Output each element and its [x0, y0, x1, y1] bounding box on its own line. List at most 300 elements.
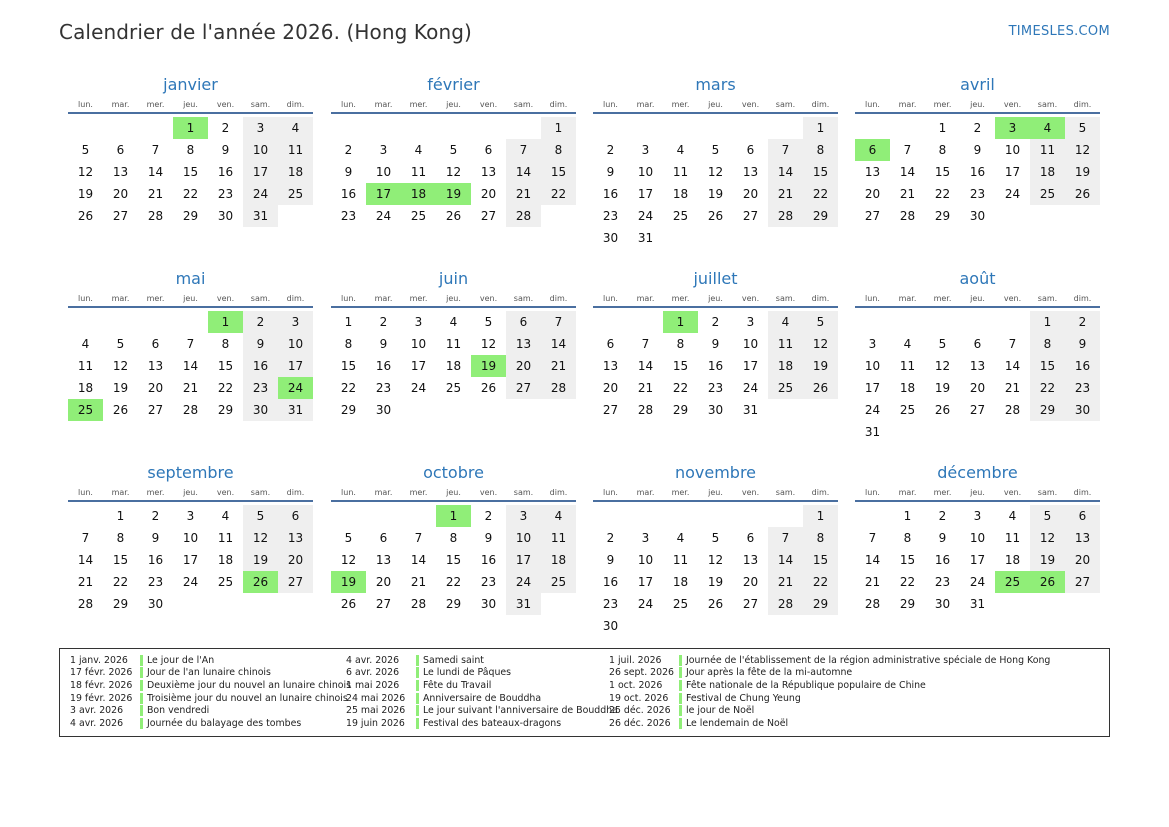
day-cell: 2	[151, 509, 160, 523]
day-cell: 24	[969, 575, 986, 589]
day-cell: 28	[1004, 403, 1021, 417]
day-cell: 22	[803, 183, 838, 205]
day-cell: 9	[711, 337, 720, 351]
day-cell: 20	[1065, 549, 1100, 571]
day-cell: 20	[602, 381, 619, 395]
holiday-day-cell: 6	[855, 139, 890, 161]
empty-cell	[173, 311, 208, 333]
weekday-label: lun.	[341, 294, 356, 303]
day-cell: 11	[77, 359, 94, 373]
day-cell: 26	[445, 209, 462, 223]
day-grid	[593, 117, 838, 249]
day-cell: 18	[672, 575, 689, 589]
day-cell: 1	[903, 509, 912, 523]
legend-marker	[140, 680, 143, 691]
day-cell: 26	[934, 403, 951, 417]
weekday-label: mar.	[898, 100, 917, 109]
legend-holiday-name: Bon vendredi	[147, 705, 210, 717]
legend-holiday-name: Journée de l'établissement de la région administrative spéciale de Hong Kong	[686, 654, 1051, 666]
day-cell: 3	[973, 509, 982, 523]
weekday-label: dim.	[1073, 294, 1092, 303]
legend-marker	[140, 667, 143, 678]
legend-holiday-name: Le lendemain de Noël	[686, 717, 789, 729]
day-cell: 14	[506, 161, 541, 183]
day-cell: 31	[243, 205, 278, 227]
weekday-label: mer.	[671, 294, 690, 303]
month-12	[855, 462, 1100, 615]
month-name: avril	[960, 75, 995, 94]
day-cell: 10	[278, 333, 313, 355]
legend-entry	[70, 704, 351, 717]
day-cell: 28	[506, 205, 541, 227]
weekday-label: mar.	[898, 488, 917, 497]
day-cell: 8	[221, 337, 230, 351]
day-cell: 13	[864, 165, 881, 179]
weekday-header	[68, 488, 313, 502]
day-cell: 30	[602, 619, 619, 633]
weekday-label: mer.	[409, 294, 428, 303]
day-cell: 21	[899, 187, 916, 201]
legend-marker	[140, 705, 143, 716]
day-cell: 15	[803, 549, 838, 571]
day-cell: 25	[672, 209, 689, 223]
day-cell: 13	[969, 359, 986, 373]
day-cell: 14	[637, 359, 654, 373]
legend-entry	[70, 692, 351, 705]
holiday-day-cell: 1	[208, 311, 243, 333]
day-cell: 3	[746, 315, 755, 329]
day-cell: 24	[375, 209, 392, 223]
day-cell: 10	[506, 527, 541, 549]
weekday-label: lun.	[78, 488, 93, 497]
day-cell: 15	[182, 165, 199, 179]
day-cell: 25	[445, 381, 462, 395]
day-grid	[593, 311, 838, 421]
day-cell: 17	[182, 553, 199, 567]
day-cell: 12	[340, 553, 357, 567]
weekday-label: mer.	[409, 100, 428, 109]
day-cell: 6	[116, 143, 125, 157]
weekday-label: ven.	[479, 294, 498, 303]
day-cell: 4	[676, 143, 685, 157]
day-cell: 19	[77, 187, 94, 201]
weekday-label: jeu.	[446, 294, 461, 303]
day-cell: 18	[77, 381, 94, 395]
weekday-label: sam.	[250, 100, 271, 109]
legend-marker	[140, 693, 143, 704]
empty-cell	[366, 117, 401, 139]
legend-marker	[416, 667, 419, 678]
weekday-label: sam.	[1037, 100, 1058, 109]
day-cell: 29	[1030, 399, 1065, 421]
day-cell: 3	[379, 143, 388, 157]
month-9	[68, 462, 313, 615]
day-cell: 8	[541, 139, 576, 161]
day-cell: 5	[1030, 505, 1065, 527]
weekday-label: lun.	[603, 294, 618, 303]
day-cell: 30	[480, 597, 497, 611]
empty-cell	[593, 117, 628, 139]
day-cell: 18	[278, 161, 313, 183]
holiday-day-cell: 1	[663, 311, 698, 333]
day-cell: 10	[410, 337, 427, 351]
day-cell: 24	[1004, 187, 1021, 201]
day-cell: 29	[934, 209, 951, 223]
weekday-label: mer.	[671, 488, 690, 497]
weekday-label: mar.	[636, 294, 655, 303]
legend-date: 1 oct. 2026	[609, 679, 663, 691]
day-cell: 11	[445, 337, 462, 351]
weekday-label: sam.	[513, 488, 534, 497]
day-cell: 17	[637, 575, 654, 589]
month-name: septembre	[147, 463, 234, 482]
day-cell: 4	[903, 337, 912, 351]
day-cell: 3	[278, 311, 313, 333]
day-cell: 7	[768, 139, 803, 161]
day-cell: 4	[278, 117, 313, 139]
day-cell: 27	[506, 377, 541, 399]
day-cell: 8	[344, 337, 353, 351]
day-cell: 5	[711, 143, 720, 157]
legend-marker	[140, 655, 143, 666]
weekday-label: ven.	[216, 294, 235, 303]
day-cell: 17	[506, 549, 541, 571]
day-cell: 12	[707, 553, 724, 567]
day-cell: 22	[803, 571, 838, 593]
day-cell: 1	[116, 509, 125, 523]
weekday-label: sam.	[513, 100, 534, 109]
day-cell: 21	[864, 575, 881, 589]
day-cell: 29	[340, 403, 357, 417]
day-cell: 31	[742, 403, 759, 417]
day-cell: 26	[480, 381, 497, 395]
legend-marker	[679, 718, 682, 729]
weekday-label: mar.	[374, 100, 393, 109]
day-cell: 23	[243, 377, 278, 399]
empty-cell	[925, 311, 960, 333]
day-cell: 25	[1030, 183, 1065, 205]
month-4	[855, 74, 1100, 227]
weekday-header	[68, 294, 313, 308]
legend-entry	[346, 667, 618, 680]
day-cell: 3	[868, 337, 877, 351]
day-cell: 24	[243, 183, 278, 205]
day-cell: 16	[602, 187, 619, 201]
day-cell: 19	[707, 575, 724, 589]
legend-entry	[346, 717, 618, 730]
legend-entry	[609, 692, 1050, 705]
empty-cell	[366, 505, 401, 527]
weekday-label: dim.	[811, 488, 830, 497]
weekday-label: dim.	[811, 294, 830, 303]
day-cell: 14	[1004, 359, 1021, 373]
empty-cell	[138, 117, 173, 139]
weekday-label: lun.	[865, 100, 880, 109]
day-cell: 11	[672, 165, 689, 179]
weekday-label: ven.	[741, 294, 760, 303]
brand-link[interactable]: TIMESLES.COM	[1008, 24, 1110, 39]
holiday-day-cell: 18	[401, 183, 436, 205]
day-cell: 28	[147, 209, 164, 223]
weekday-label: dim.	[549, 488, 568, 497]
day-cell: 30	[707, 403, 724, 417]
legend-date: 18 févr. 2026	[70, 679, 133, 691]
day-cell: 17	[969, 553, 986, 567]
day-cell: 18	[1004, 553, 1021, 567]
day-cell: 10	[375, 165, 392, 179]
day-cell: 8	[1030, 333, 1065, 355]
day-cell: 17	[742, 359, 759, 373]
legend-holiday-name: Festival de Chung Yeung	[686, 692, 801, 704]
day-cell: 11	[278, 139, 313, 161]
day-cell: 1	[803, 117, 838, 139]
day-cell: 26	[112, 403, 129, 417]
day-cell: 20	[742, 187, 759, 201]
day-cell: 16	[243, 355, 278, 377]
legend-marker	[416, 655, 419, 666]
legend-date: 19 févr. 2026	[70, 692, 133, 704]
day-cell: 23	[934, 575, 951, 589]
day-cell: 9	[379, 337, 388, 351]
month-name: décembre	[937, 463, 1018, 482]
weekday-label: dim.	[286, 488, 305, 497]
day-cell: 11	[768, 333, 803, 355]
day-cell: 27	[969, 403, 986, 417]
legend-holiday-name: Troisième jour du nouvel an lunaire chinois	[147, 692, 348, 704]
day-cell: 8	[449, 531, 458, 545]
weekday-label: ven.	[479, 100, 498, 109]
weekday-label: jeu.	[708, 294, 723, 303]
weekday-label: lun.	[78, 294, 93, 303]
day-cell: 9	[221, 143, 230, 157]
empty-cell	[593, 505, 628, 527]
day-grid	[68, 117, 313, 227]
day-cell: 25	[768, 377, 803, 399]
weekday-label: mer.	[671, 100, 690, 109]
day-cell: 2	[484, 509, 493, 523]
day-cell: 24	[182, 575, 199, 589]
day-cell: 16	[602, 575, 619, 589]
day-cell: 7	[641, 337, 650, 351]
day-cell: 16	[375, 359, 392, 373]
empty-cell	[401, 117, 436, 139]
day-cell: 28	[410, 597, 427, 611]
day-cell: 20	[278, 549, 313, 571]
day-cell: 7	[903, 143, 912, 157]
empty-cell	[768, 505, 803, 527]
day-cell: 1	[541, 117, 576, 139]
weekday-label: dim.	[286, 100, 305, 109]
month-1	[68, 74, 313, 227]
weekday-label: lun.	[865, 294, 880, 303]
weekday-label: ven.	[216, 100, 235, 109]
day-cell: 4	[81, 337, 90, 351]
day-cell: 16	[217, 165, 234, 179]
day-cell: 16	[969, 165, 986, 179]
empty-cell	[471, 117, 506, 139]
weekday-label: mer.	[933, 100, 952, 109]
day-cell: 1	[938, 121, 947, 135]
day-cell: 6	[973, 337, 982, 351]
day-cell: 12	[243, 527, 278, 549]
day-cell: 15	[672, 359, 689, 373]
legend-marker	[416, 705, 419, 716]
legend-entry	[346, 704, 618, 717]
month-name: mars	[695, 75, 736, 94]
day-cell: 14	[541, 333, 576, 355]
weekday-label: mer.	[933, 294, 952, 303]
legend-date: 19 juin 2026	[346, 717, 405, 729]
day-cell: 2	[711, 315, 720, 329]
day-cell: 9	[243, 333, 278, 355]
holiday-day-cell: 26	[1030, 571, 1065, 593]
day-grid	[68, 311, 313, 421]
day-cell: 22	[340, 381, 357, 395]
day-cell: 16	[934, 553, 951, 567]
day-cell: 31	[969, 597, 986, 611]
day-cell: 15	[445, 553, 462, 567]
legend-holiday-name: Jour après la fête de la mi-automne	[686, 667, 853, 679]
day-cell: 22	[112, 575, 129, 589]
empty-cell	[436, 117, 471, 139]
day-cell: 7	[186, 337, 195, 351]
day-cell: 21	[1004, 381, 1021, 395]
day-cell: 18	[672, 187, 689, 201]
day-cell: 30	[147, 597, 164, 611]
legend-holiday-name: Deuxième jour du nouvel an lunaire chinois	[147, 679, 352, 691]
day-cell: 25	[217, 575, 234, 589]
day-cell: 24	[742, 381, 759, 395]
holiday-day-cell: 19	[331, 571, 366, 593]
day-cell: 30	[602, 231, 619, 245]
day-cell: 8	[676, 337, 685, 351]
day-cell: 5	[711, 531, 720, 545]
weekday-label: sam.	[1037, 294, 1058, 303]
empty-cell	[593, 311, 628, 333]
holiday-day-cell: 1	[436, 505, 471, 527]
day-cell: 5	[344, 531, 353, 545]
day-cell: 17	[864, 381, 881, 395]
weekday-label: sam.	[775, 488, 796, 497]
day-cell: 13	[1065, 527, 1100, 549]
day-cell: 22	[445, 575, 462, 589]
day-cell: 3	[641, 143, 650, 157]
day-cell: 6	[746, 531, 755, 545]
legend-date: 17 févr. 2026	[70, 667, 133, 679]
legend-entry	[609, 654, 1050, 667]
legend-holiday-name: Le lundi de Pâques	[423, 667, 512, 679]
month-name: janvier	[163, 75, 218, 94]
day-cell: 29	[672, 403, 689, 417]
day-cell: 12	[77, 165, 94, 179]
day-cell: 14	[410, 553, 427, 567]
weekday-label: ven.	[479, 488, 498, 497]
legend-marker	[679, 705, 682, 716]
day-cell: 3	[243, 117, 278, 139]
weekday-label: mar.	[111, 100, 130, 109]
holiday-day-cell: 24	[278, 377, 313, 399]
day-cell: 28	[768, 593, 803, 615]
weekday-label: mer.	[146, 488, 165, 497]
day-cell: 9	[938, 531, 947, 545]
day-cell: 4	[1008, 509, 1017, 523]
day-cell: 21	[77, 575, 94, 589]
empty-cell	[138, 311, 173, 333]
day-cell: 27	[112, 209, 129, 223]
day-cell: 13	[112, 165, 129, 179]
day-cell: 25	[899, 403, 916, 417]
day-cell: 6	[506, 311, 541, 333]
weekday-label: jeu.	[970, 488, 985, 497]
day-cell: 20	[112, 187, 129, 201]
day-cell: 28	[77, 597, 94, 611]
day-cell: 11	[1030, 139, 1065, 161]
legend-entry	[346, 692, 618, 705]
day-cell: 24	[864, 403, 881, 417]
weekday-header	[331, 488, 576, 502]
legend-entry	[70, 667, 351, 680]
day-cell: 23	[375, 381, 392, 395]
legend-holiday-name: Le jour suivant l'anniversaire de Bouddha	[423, 705, 618, 717]
weekday-header	[68, 100, 313, 114]
weekday-label: lun.	[865, 488, 880, 497]
day-cell: 21	[410, 575, 427, 589]
day-cell: 10	[742, 337, 759, 351]
empty-cell	[733, 505, 768, 527]
empty-cell	[401, 505, 436, 527]
weekday-label: jeu.	[446, 488, 461, 497]
day-cell: 5	[938, 337, 947, 351]
day-cell: 26	[340, 597, 357, 611]
day-cell: 4	[768, 311, 803, 333]
weekday-label: jeu.	[970, 294, 985, 303]
day-cell: 8	[938, 143, 947, 157]
legend-date: 4 avr. 2026	[346, 654, 400, 666]
empty-cell	[698, 505, 733, 527]
weekday-label: sam.	[513, 294, 534, 303]
day-cell: 23	[480, 575, 497, 589]
legend-entry	[609, 679, 1050, 692]
empty-cell	[663, 505, 698, 527]
empty-cell	[855, 505, 890, 527]
weekday-label: sam.	[775, 294, 796, 303]
legend-date: 1 janv. 2026	[70, 654, 128, 666]
day-cell: 3	[186, 509, 195, 523]
day-cell: 16	[340, 187, 357, 201]
day-cell: 18	[445, 359, 462, 373]
holiday-day-cell: 3	[995, 117, 1030, 139]
day-cell: 14	[182, 359, 199, 373]
day-cell: 2	[379, 315, 388, 329]
day-cell: 6	[484, 143, 493, 157]
empty-cell	[68, 117, 103, 139]
day-cell: 12	[112, 359, 129, 373]
weekday-label: lun.	[603, 488, 618, 497]
month-6	[331, 268, 576, 421]
legend-date: 25 mai 2026	[346, 705, 406, 717]
day-cell: 2	[344, 143, 353, 157]
day-cell: 13	[147, 359, 164, 373]
day-cell: 13	[742, 165, 759, 179]
day-cell: 7	[506, 139, 541, 161]
day-cell: 8	[803, 139, 838, 161]
day-cell: 29	[112, 597, 129, 611]
weekday-label: mar.	[636, 100, 655, 109]
day-cell: 13	[742, 553, 759, 567]
day-grid	[68, 505, 313, 615]
legend-holiday-name: Samedi saint	[423, 654, 484, 666]
weekday-label: mer.	[146, 100, 165, 109]
